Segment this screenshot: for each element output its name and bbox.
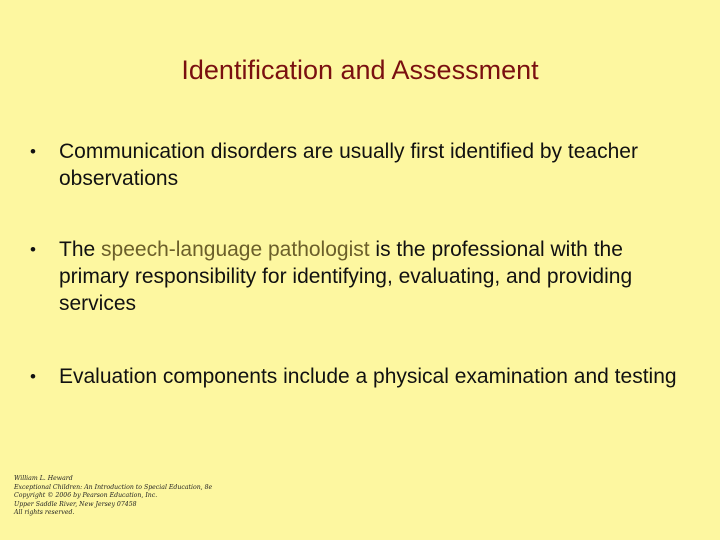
bullet-marker: • — [30, 367, 36, 386]
bullet-item — [30, 236, 690, 317]
bullet-text-post: is the professional with the primary responsibility for identifying, evaluating, and providing services — [59, 238, 633, 315]
bullet-marker: • — [30, 142, 36, 161]
bullet-marker: • — [30, 240, 36, 259]
bullet-text-pre: The — [59, 238, 102, 261]
bullet-text: Evaluation components include a physical examination and testing — [59, 365, 677, 388]
slide-title: Identification and Assessment — [181, 55, 539, 85]
bullet-item — [30, 363, 690, 390]
footer-rights: All rights reserved. — [14, 509, 75, 517]
footer-author: William L. Heward — [14, 475, 73, 482]
bullet-item — [30, 138, 690, 192]
footer-copyright: Copyright © 2006 by Pearson Education, Inc. — [14, 492, 158, 500]
copyright-footer — [14, 475, 212, 518]
bullet-text: Communication disorders are usually first identified by teacher observations — [59, 140, 638, 190]
highlighted-term: speech-language pathologist — [101, 238, 370, 261]
footer-location: Upper Saddle River, New Jersey 07458 — [14, 500, 137, 508]
bullet-text — [59, 236, 690, 317]
footer-book-title: Exceptional Children: An Introduction to Special Education, 8e — [14, 483, 213, 491]
